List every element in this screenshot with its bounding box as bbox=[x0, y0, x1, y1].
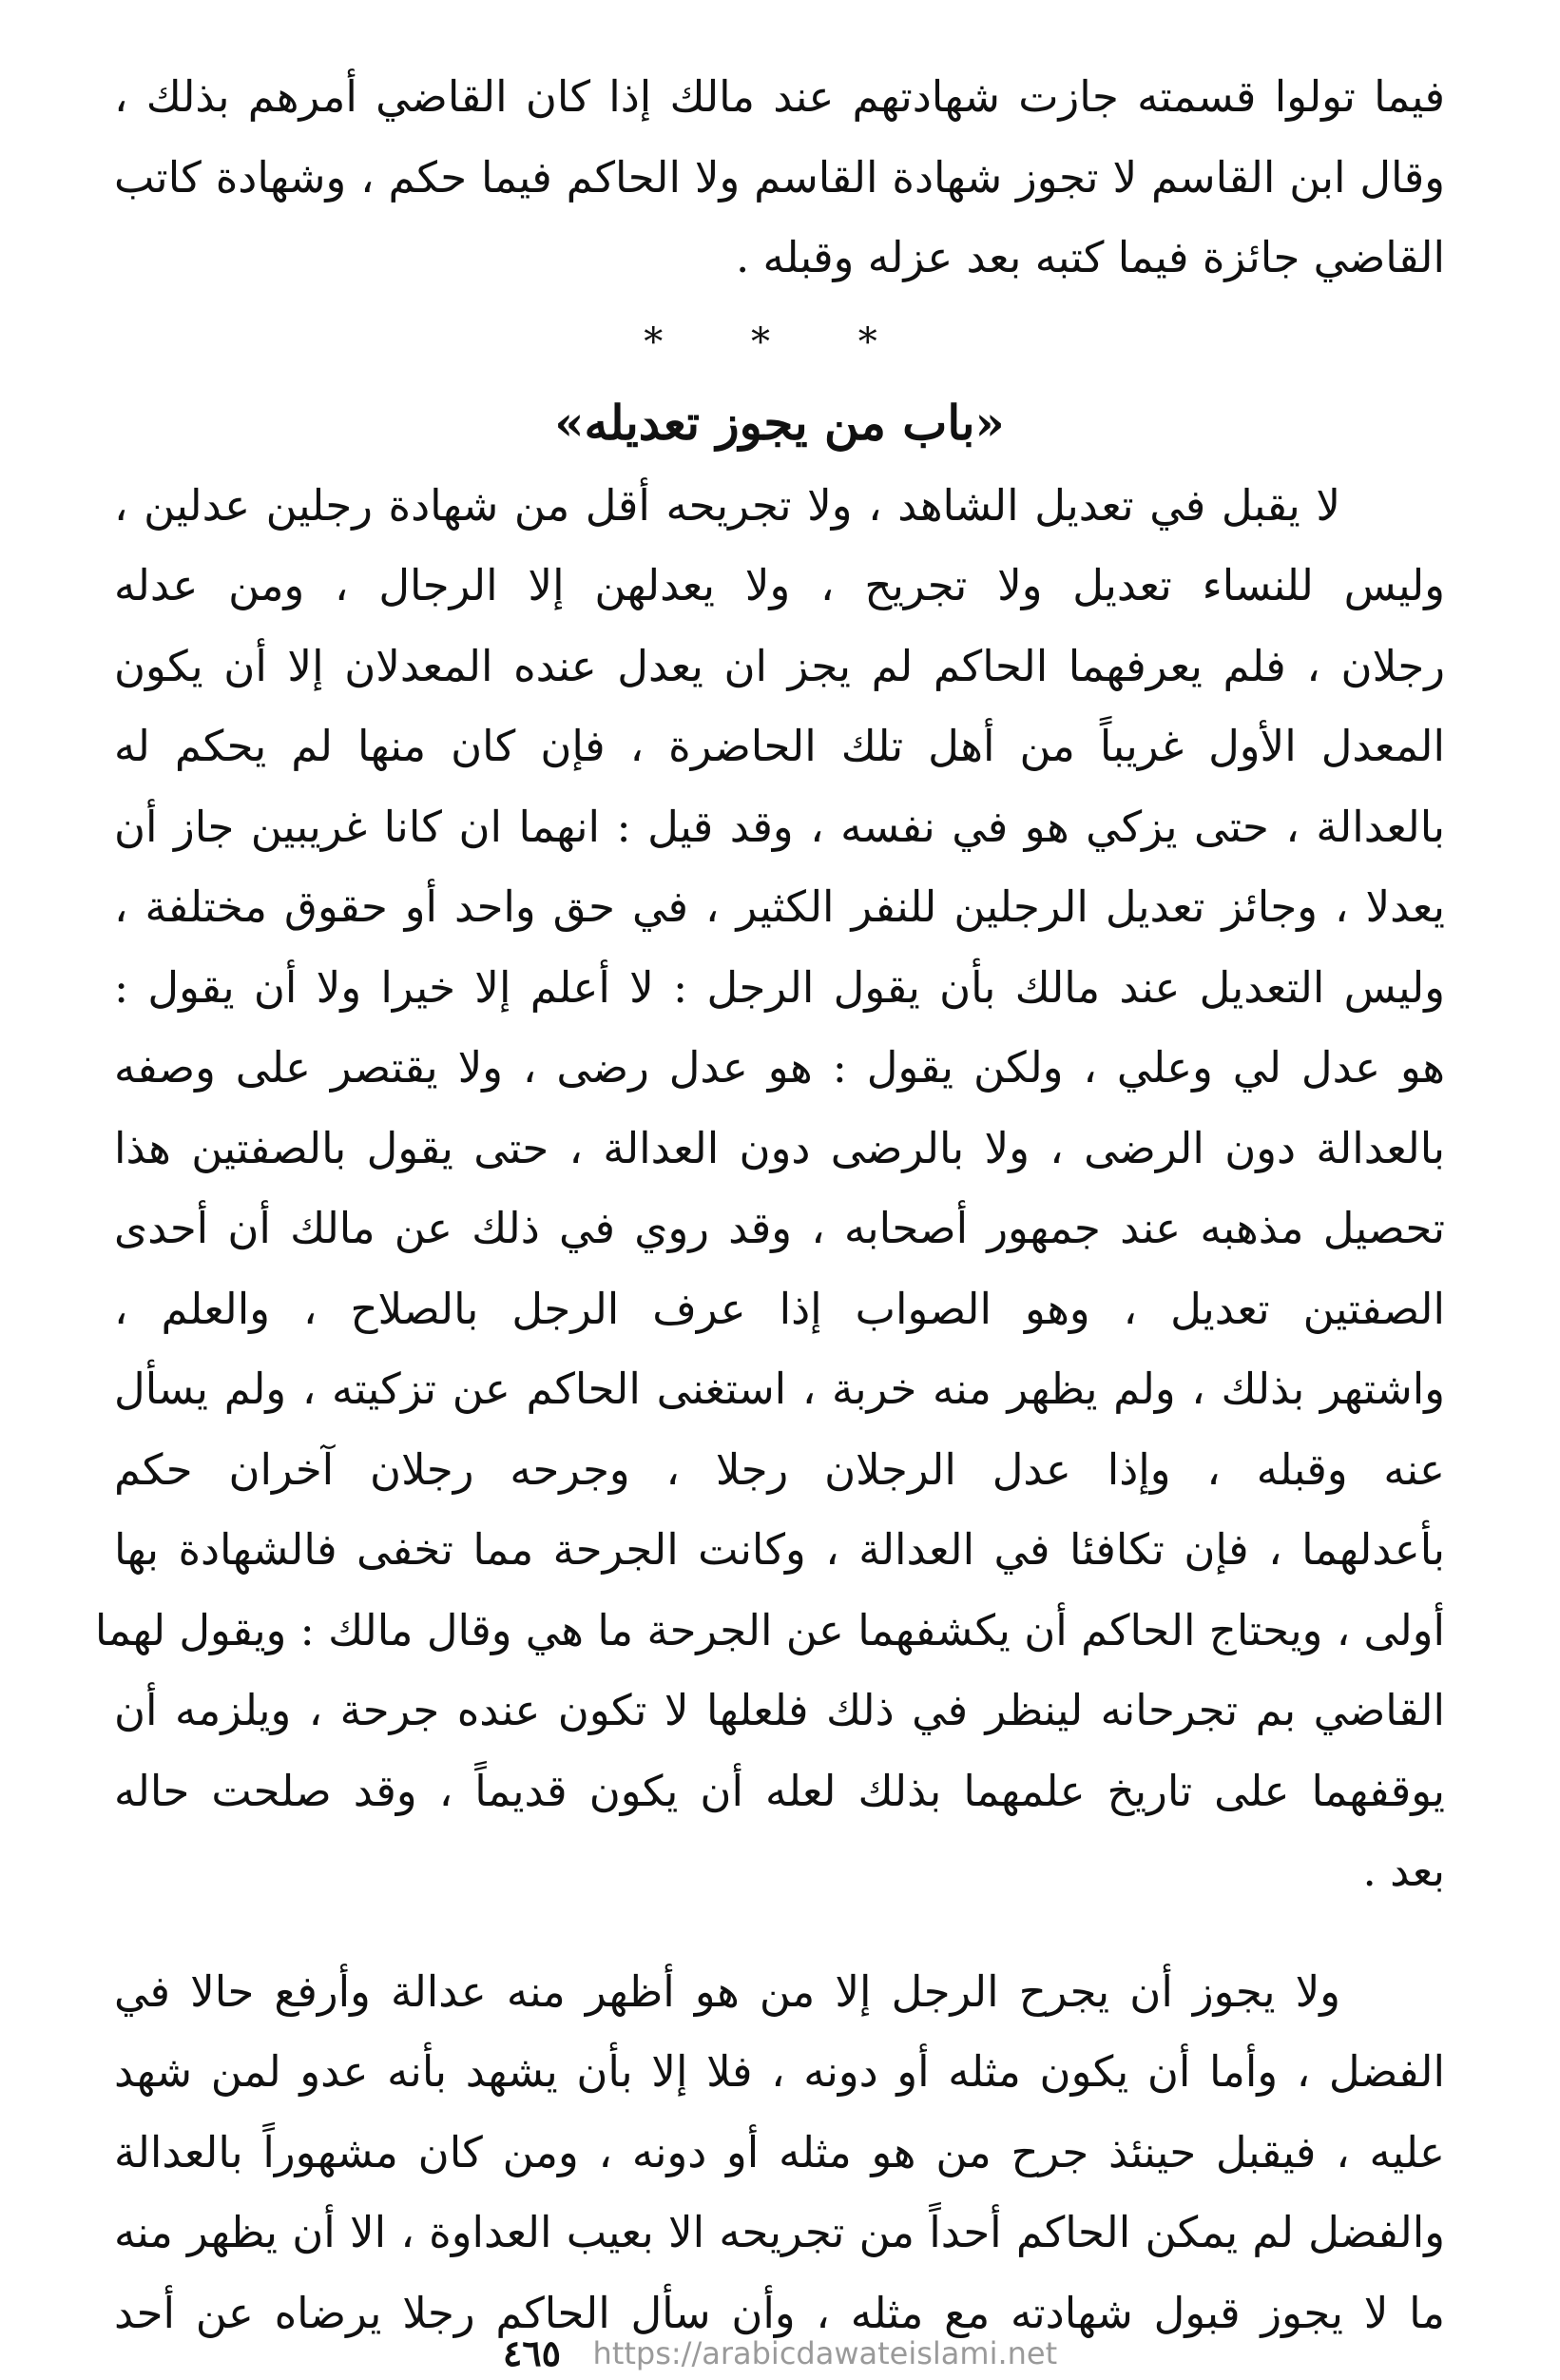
text-line: هو عدل لي وعلي ، ولكن يقول : هو عدل رضى ، ولا يقتصر على وصفه bbox=[114, 1042, 1445, 1093]
text-line: أولى ، ويحتاج الحاكم أن يكشفهما عن الجرحة ما هي وقال مالك : ويقول لهما bbox=[94, 1604, 1445, 1655]
text-line: يوقفهما على تاريخ علمهما بذلك لعله أن يكون قديماً ، وقد صلحت حاله bbox=[114, 1765, 1445, 1816]
text-line: ما لا يجوز قبول شهادته مع مثله ، وأن سأل الحاكم رجلا يرضاه عن أحد bbox=[114, 2287, 1445, 2338]
text-line: واشتهر بذلك ، ولم يظهر منه خربة ، استغنى الحاكم عن تزكيته ، ولم يسأل bbox=[114, 1364, 1445, 1414]
text-line: القاضي جائزة فيما كتبه بعد عزله وقبله . bbox=[735, 232, 1445, 282]
page-footer bbox=[0, 2328, 1560, 2375]
section-separator: * * * bbox=[644, 319, 915, 364]
text-line: بأعدلهما ، فإن تكافئا في العدالة ، وكانت الجرحة مما تخفى فالشهادة بها bbox=[114, 1524, 1445, 1575]
text-line: بالعدالة دون الرضى ، ولا بالرضى دون العدالة ، حتى يقول بالصفتين هذا bbox=[114, 1122, 1445, 1173]
text-line: والفضل لم يمكن الحاكم أحداً من تجريحه الا بعيب العداوة ، الا أن يظهر منه bbox=[114, 2207, 1445, 2257]
text-line: يعدلا ، وجائز تعديل الرجلين للنفر الكثير ، في حق واحد أو حقوق مختلفة ، bbox=[114, 881, 1445, 932]
text-line: الصفتين تعديل ، وهو الصواب إذا عرف الرجل بالصلاح ، والعلم ، bbox=[114, 1283, 1445, 1334]
text-line: المعدل الأول غريباً من أهل تلك الحاضرة ، فإن كان منها لم يحكم له bbox=[114, 721, 1445, 771]
page-number: ٤٦٥ bbox=[502, 2332, 562, 2374]
paragraph-1 bbox=[114, 57, 1445, 299]
text-line: عليه ، فيقبل حينئذ جرح من هو مثله أو دونه ، ومن كان مشهوراً بالعدالة bbox=[114, 2126, 1445, 2177]
section-heading: «باب من يجوز تعديله» bbox=[554, 394, 1005, 451]
text-line: الفضل ، وأما أن يكون مثله أو دونه ، فلا إلا بأن يشهد بأنه عدو لمن شهد bbox=[114, 2046, 1445, 2097]
text-line: رجلان ، فلم يعرفهما الحاكم لم يجز ان يعدل عنده المعدلان إلا أن يكون bbox=[114, 640, 1445, 691]
paragraph-gap bbox=[114, 1912, 1445, 1952]
text-line: وليس التعديل عند مالك بأن يقول الرجل : لا أعلم إلا خيرا ولا أن يقول : bbox=[114, 961, 1445, 1013]
text-line: ولا يجوز أن يجرح الرجل إلا من هو أظهر منه عدالة وأرفع حالا في bbox=[114, 1965, 1340, 2017]
text-line: لا يقبل في تعديل الشاهد ، ولا تجريحه أقل من شهادة رجلين عدلين ، bbox=[114, 479, 1340, 531]
text-line: القاضي بم تجرحانه لينظر في ذلك فلعلها لا تكون عنده جرحة ، ويلزمه أن bbox=[114, 1685, 1445, 1735]
paragraph-3 bbox=[114, 1952, 1445, 2354]
text-line: تحصيل مذهبه عند جمهور أصحابه ، وقد روي في ذلك عن مالك أن أحدى bbox=[114, 1203, 1445, 1253]
website-watermark[interactable]: https://arabicdawateislami.net bbox=[592, 2335, 1058, 2371]
text-line: بالعدالة ، حتى يزكي هو في نفسه ، وقد قيل : انهما ان كانا غريبين جاز أن bbox=[114, 801, 1445, 852]
text-line: وليس للنساء تعديل ولا تجريح ، ولا يعدلهن إلا الرجال ، ومن عدله bbox=[114, 560, 1445, 610]
text-line: بعد . bbox=[1362, 1846, 1445, 1896]
text-line: وقال ابن القاسم لا تجوز شهادة القاسم ولا الحاكم فيما حكم ، وشهادة كاتب bbox=[114, 151, 1445, 203]
text-line: عنه وقبله ، وإذا عدل الرجلان رجلا ، وجرحه رجلان آخران حكم bbox=[114, 1443, 1445, 1495]
paragraph-2 bbox=[94, 466, 1445, 1912]
text-line: فيما تولوا قسمته جازت شهادتهم عند مالك إذا كان القاضي أمرهم بذلك ، bbox=[114, 71, 1445, 122]
book-page bbox=[94, 57, 1445, 2338]
